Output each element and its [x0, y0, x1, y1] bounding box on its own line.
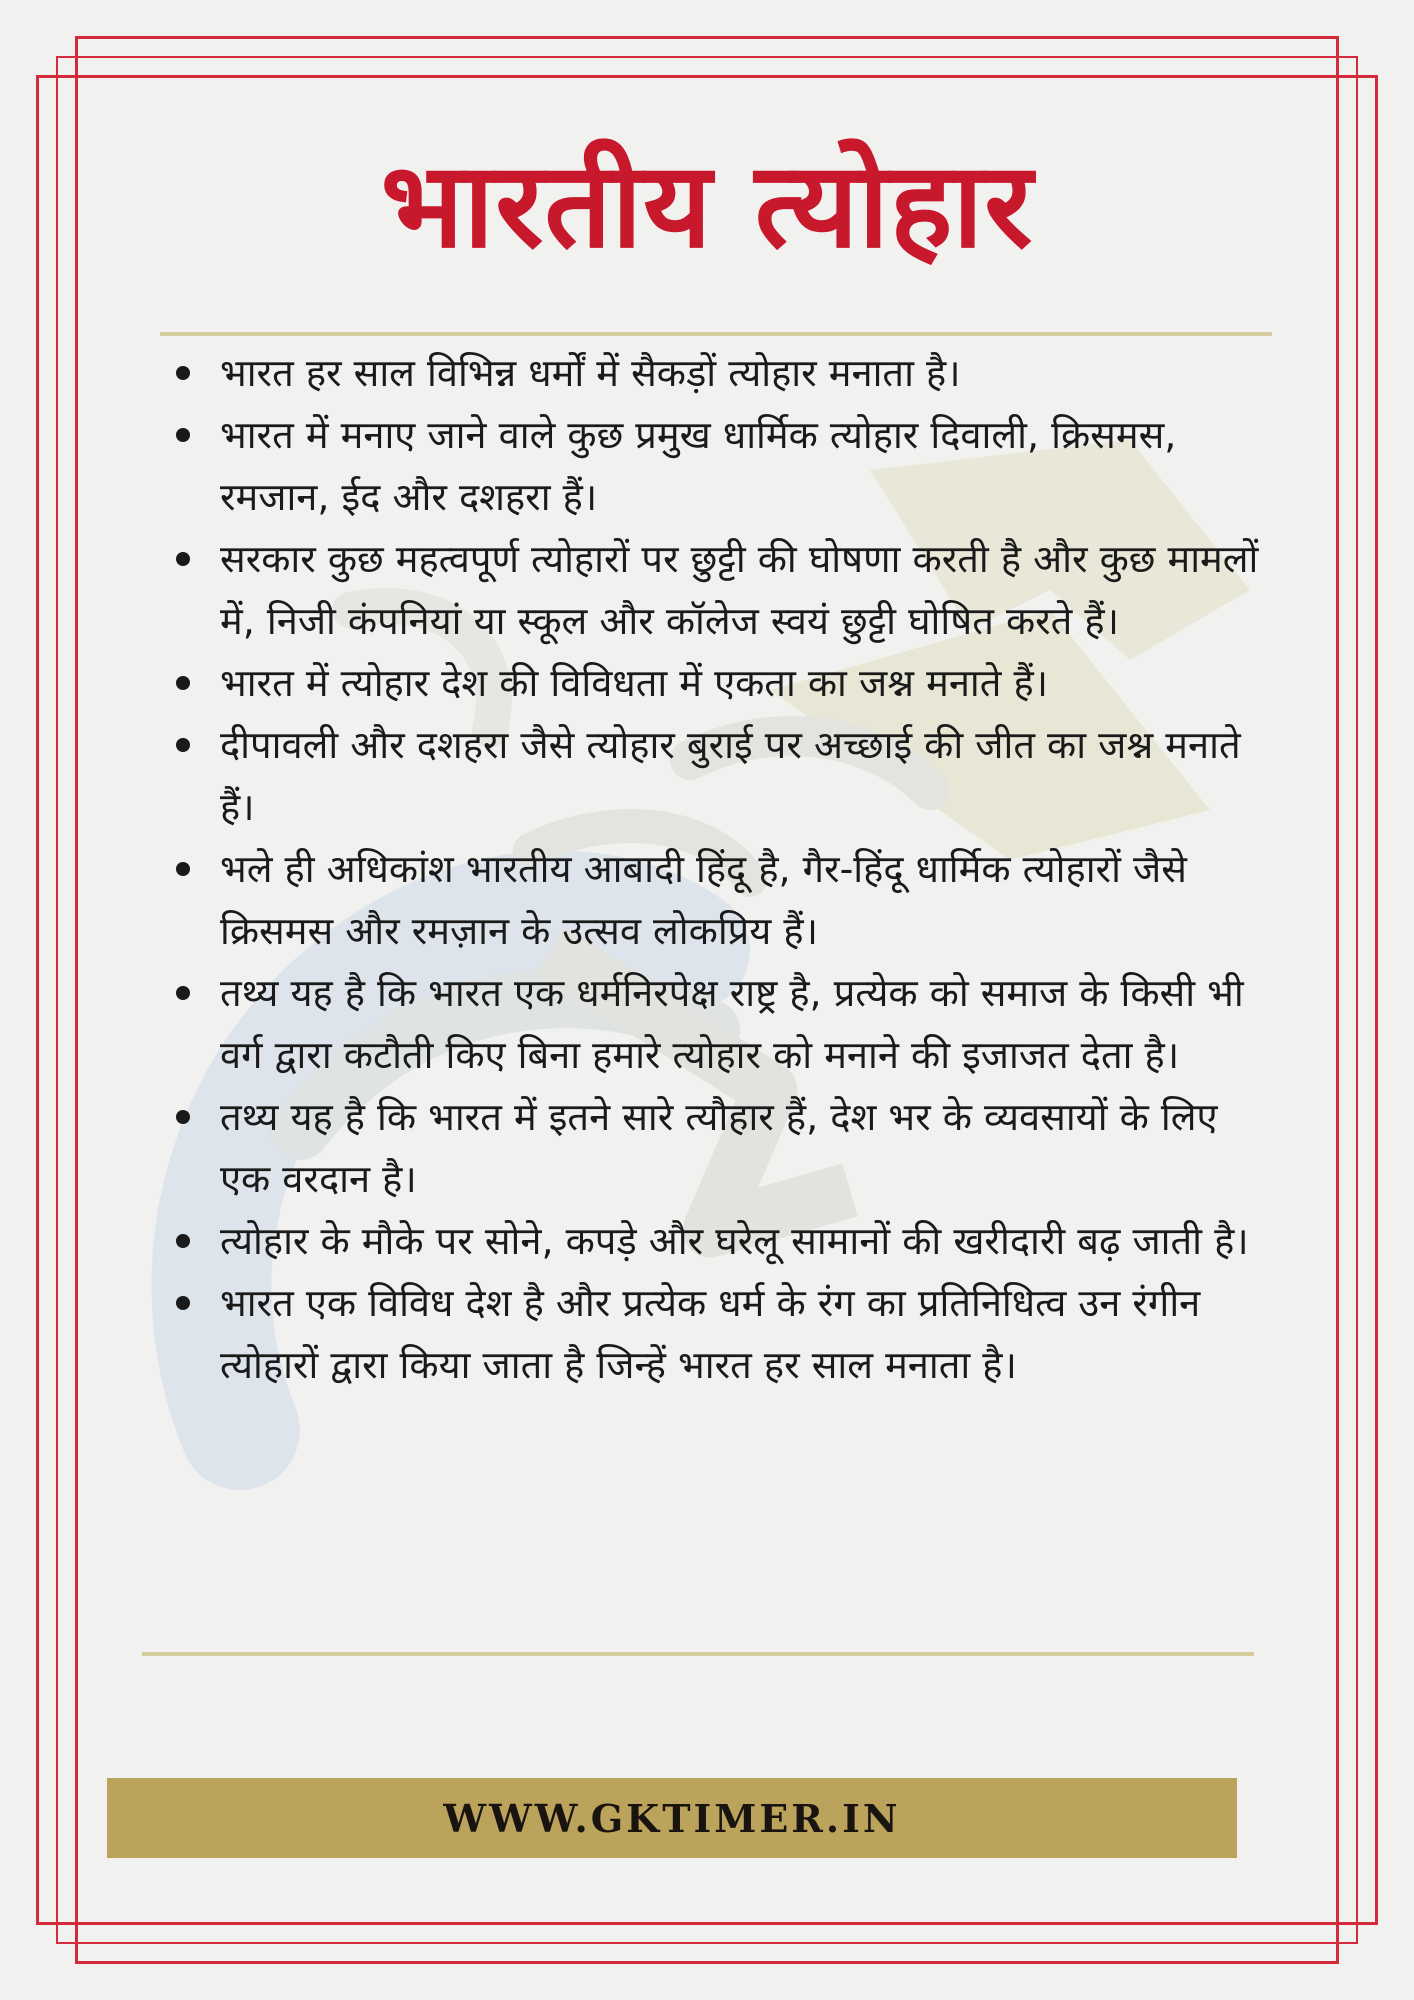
point-text: भले ही अधिकांश भारतीय आबादी हिंदू है, गैर-हिंदू धार्मिक त्योहारों जैसे क्रिसमस और रमज़ान के उत्सव लोकप्रिय हैं। — [220, 847, 1187, 953]
list-item — [168, 1272, 1278, 1396]
list-item — [168, 1086, 1278, 1210]
bullet-icon — [176, 428, 190, 442]
list-item — [168, 1210, 1278, 1272]
list-item — [168, 714, 1278, 838]
page-title: भारतीय त्योहार — [380, 136, 1034, 274]
point-text: सरकार कुछ महत्वपूर्ण त्योहारों पर छुट्टी की घोषणा करती है और कुछ मामलों में, निजी कंपनियां या स्कूल और कॉलेज स्वयं छुट्टी घोषित करते हैं। — [220, 537, 1259, 643]
bullet-icon — [176, 862, 190, 876]
point-text: भारत एक विविध देश है और प्रत्येक धर्म के रंग का प्रतिनिधित्व उन रंगीन त्योहारों द्वारा किया जाता है जिन्हें भारत हर साल मनाता है। — [220, 1281, 1201, 1387]
footer-divider — [142, 1652, 1254, 1656]
point-text: भारत में मनाए जाने वाले कुछ प्रमुख धार्मिक त्योहार दिवाली, क्रिसमस, रमजान, ईद और दशहरा हैं। — [220, 413, 1177, 519]
points-list — [168, 342, 1278, 1396]
bullet-icon — [176, 1234, 190, 1248]
footer-banner[interactable] — [107, 1778, 1237, 1858]
list-item — [168, 342, 1278, 404]
list-item — [168, 404, 1278, 528]
point-text: त्योहार के मौके पर सोने, कपड़े और घरेलू सामानों की खरीदारी बढ़ जाती है। — [220, 1219, 1249, 1263]
bullet-icon — [176, 1110, 190, 1124]
title-divider — [160, 332, 1272, 336]
point-text: दीपावली और दशहरा जैसे त्योहार बुराई पर अच्छाई की जीत का जश्न मनाते हैं। — [220, 723, 1241, 829]
bullet-icon — [176, 676, 190, 690]
point-text: भारत में त्योहार देश की विविधता में एकता का जश्न मनाते हैं। — [220, 661, 1049, 705]
bullet-icon — [176, 366, 190, 380]
list-item — [168, 962, 1278, 1086]
bullet-icon — [176, 986, 190, 1000]
point-text: तथ्य यह है कि भारत एक धर्मनिरपेक्ष राष्ट्र है, प्रत्येक को समाज के किसी भी वर्ग द्वारा कटौती किए बिना हमारे त्योहार को मनाने की इजाजत देता है। — [220, 971, 1244, 1077]
point-text: भारत हर साल विभिन्न धर्मों में सैकड़ों त्योहार मनाता है। — [220, 351, 961, 395]
list-item — [168, 652, 1278, 714]
site-url[interactable]: WWW.GKTIMER.IN — [443, 1795, 901, 1841]
list-item — [168, 838, 1278, 962]
bullet-icon — [176, 552, 190, 566]
bullet-icon — [176, 738, 190, 752]
point-text: तथ्य यह है कि भारत में इतने सारे त्यौहार हैं, देश भर के व्यवसायों के लिए एक वरदान है। — [220, 1095, 1218, 1201]
bullet-icon — [176, 1296, 190, 1310]
list-item — [168, 528, 1278, 652]
